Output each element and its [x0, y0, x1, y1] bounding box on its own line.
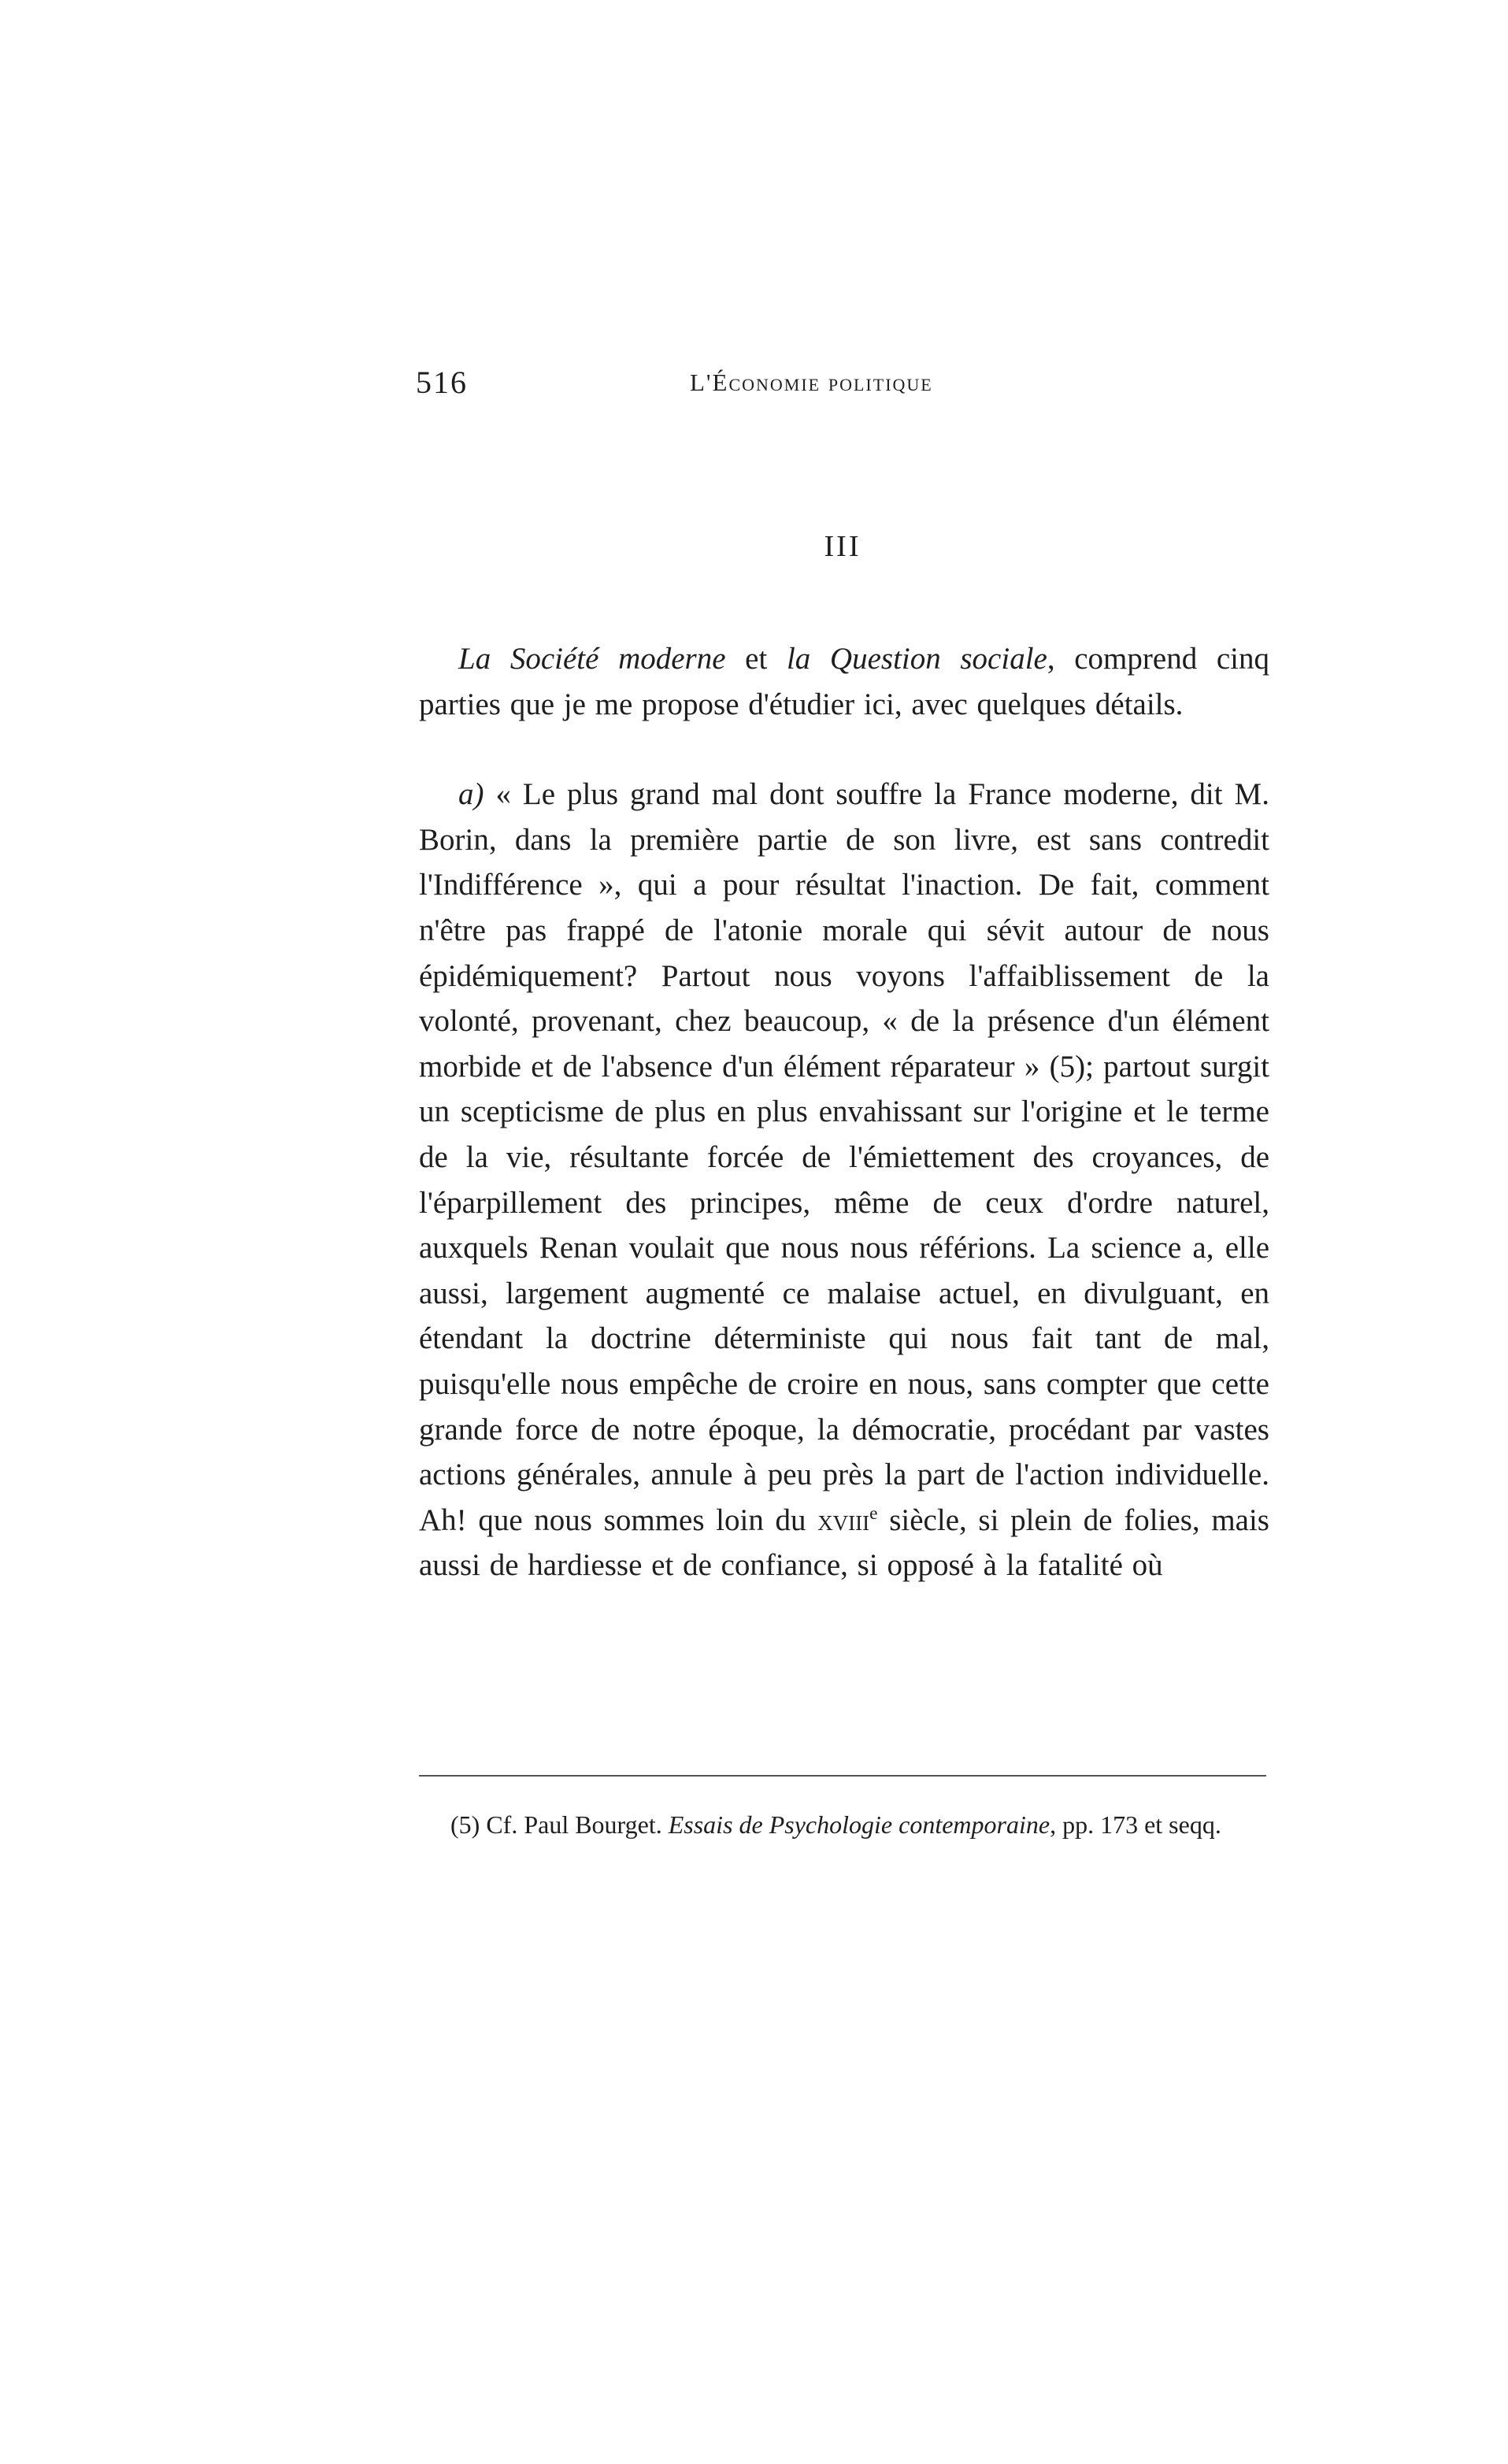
footnote-divider	[419, 1775, 1266, 1777]
paragraph-intro-text: , comprend cinq parties que je me propose d'étudier ici, avec quelques détails.	[419, 642, 1269, 721]
title-conjunction: et	[725, 642, 787, 676]
paragraph-a-text: « Le plus grand mal dont souffre la France moderne, dit M. Borin, dans la première partie de son livre, est sans contredit l'Indifférence », qui a pour résultat l'inaction. De fait, comment n'être pas frappé de l'atonie morale qui sévit autour de nous épidémiquement? Partout nous voyons l'affaiblissement de la volonté, provenant, chez beaucoup, « de la présence d'un élément morbide et de l'absence d'un élément réparateur » (5); partout surgit un scepticisme de plus en plus envahissant sur l'origine et le terme de la vie, résultante forcée de l'émiettement des croyances, de l'éparpillement des principes, même de ceux d'ordre naturel, auxquels Renan voulait que nous nous référions. La science a, elle aussi, largement augmenté ce malaise actuel, en divulguant, en étendant la doctrine déterministe qui nous fait tant de mal, puisqu'elle nous empêche de croire en nous, sans compter que cette grande force de notre époque, la démocratie, procédant par vastes actions générales, annule à peu près la part de l'action individuelle. Ah! que nous sommes loin du	[419, 777, 1269, 1537]
section-heading: III	[824, 530, 861, 563]
running-head	[416, 364, 1266, 411]
paragraph-a-text-end: siècle, si plein de folies, mais aussi de hardiesse et de confiance, si opposé à la fatalité où	[419, 1502, 1269, 1583]
page-number: 516	[416, 365, 468, 400]
running-title: L'Économie politique	[690, 369, 933, 396]
book-title-part1: La Société moderne	[458, 642, 726, 676]
footnote-rest: , pp. 173 et seqq.	[1050, 1810, 1221, 1839]
century-numeral: xviii	[817, 1502, 870, 1537]
footnote-marker: (5) Cf.	[450, 1810, 518, 1839]
book-title-part2: la Question sociale	[786, 642, 1047, 676]
footnote	[419, 1805, 1269, 1844]
body-text	[419, 636, 1269, 1588]
paragraph-intro	[419, 636, 1269, 727]
paragraph-a	[419, 772, 1269, 1588]
footnote-author: Paul Bourget.	[517, 1810, 669, 1839]
century-superscript: e	[869, 1502, 878, 1524]
footnote-title: Essais de Psychologie contemporaine	[668, 1810, 1050, 1839]
list-marker: a)	[458, 777, 484, 812]
